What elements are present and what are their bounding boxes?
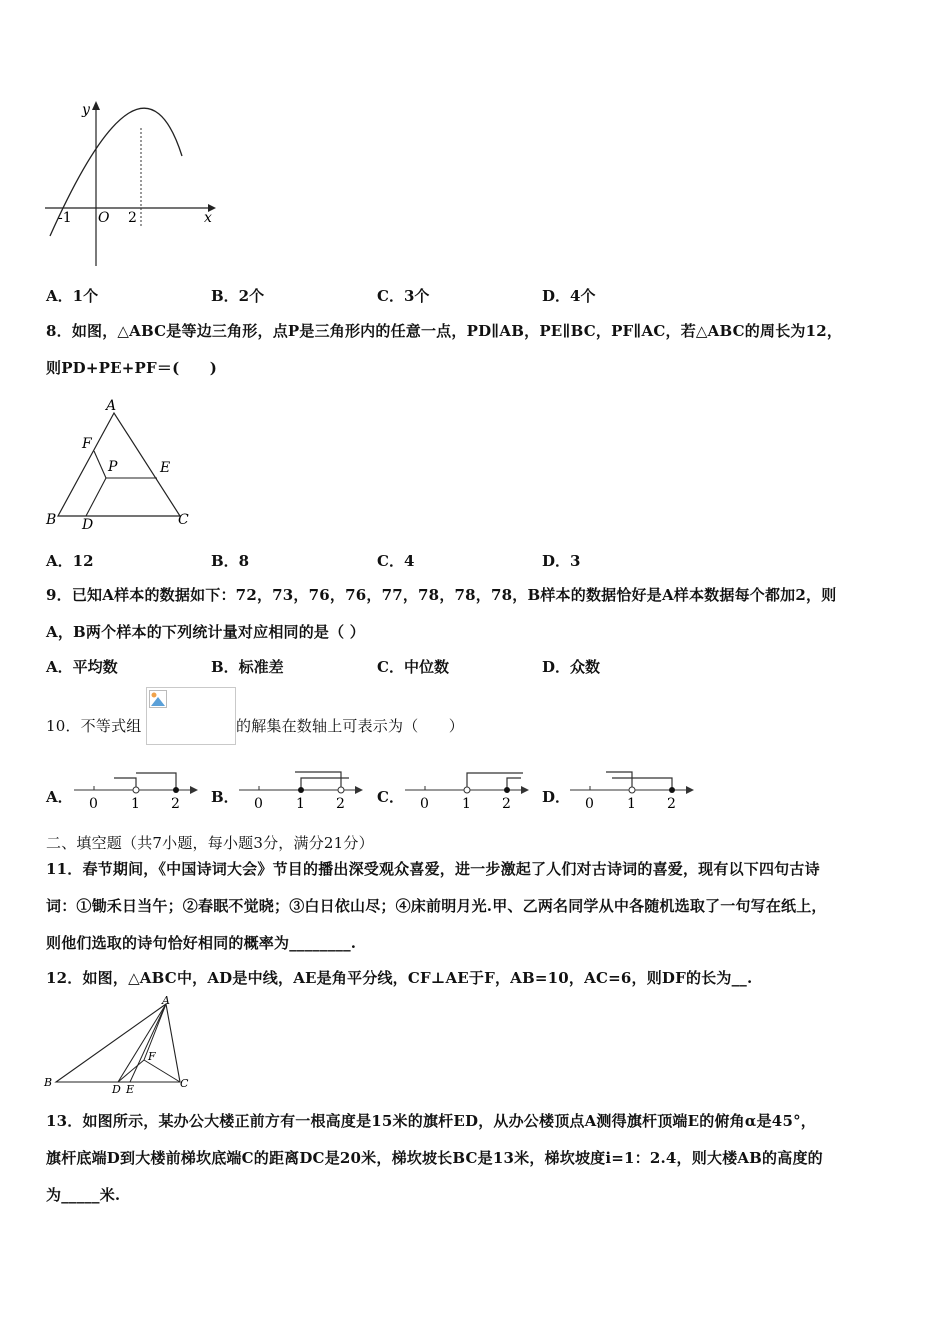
tick-1: 1 [296,796,305,812]
tick-1: 1 [627,796,636,812]
open-dot-1 [464,787,470,793]
median-ad [118,1004,166,1082]
q9-stem-line1: 9．已知A样本的数据如下：72，73，76，76，77，78，78，78，B样本的数据恰好是A样本数据每个都加2，则 [46,586,837,604]
solid-dot-2 [504,787,510,793]
y-axis-arrow [92,101,100,110]
q12-triangle-figure [44,996,194,1094]
q13-stem-line1: 13．如图所示，某办公大楼正前方有一根高度是15米的旗杆ED，从办公楼顶点A测得旗杆顶端E的俯角α是45°， [46,1112,816,1130]
tick-2: 2 [667,796,676,812]
tick-0: 0 [89,796,98,812]
tick-2: 2 [502,796,511,812]
q10-option-b-numberline [237,768,367,814]
q13-stem-line2: 旗杆底端D到大楼前梯坎底端C的距离DC是20米，梯坎坡长BC是13米，梯坎坡度i=1：2.4，则大楼AB的高度的 [46,1149,823,1167]
q8-stem-line1: 8．如图，△ABC是等边三角形，点P是三角形内的任意一点，PD∥AB，PE∥BC，PF∥AC，若△ABC的周长为12， [46,322,843,340]
tick-0: 0 [254,796,263,812]
open-dot-2 [338,787,344,793]
q10-option-d-numberline [568,768,698,814]
q11-stem-line3: 则他们选取的诗句恰好相同的概率为________. [46,934,357,952]
vertex-label-b: B [44,1076,53,1089]
vertex-label-c: C [180,1077,189,1090]
q13-stem-line3: 为_____米. [46,1186,121,1204]
open-dot-1 [629,787,635,793]
tick-label-neg1: -1 [58,210,72,226]
tick-0: 0 [585,796,594,812]
vertex-label-c: C [178,512,189,528]
q8-option-c: C．4 [377,552,415,570]
solid-dot-1 [298,787,304,793]
tick-label-2: 2 [128,210,137,226]
q8-stem-line2: 则PD+PE+PF＝( ) [46,359,218,377]
q10-option-a-numberline [72,768,202,814]
point-label-p: P [108,459,118,475]
q10-option-c-numberline [403,768,533,814]
ray-left-upper [606,772,632,790]
q7-option-d: D．4个 [542,287,596,305]
q11-stem-line2: 词：①锄禾日当午；②春眠不觉晓；③白日依山尽；④床前明月光.甲、乙两名同学从中各随机选取了一句写在纸上， [46,897,827,915]
tick-0: 0 [420,796,429,812]
q10-option-b-letter: B． [211,788,239,806]
point-label-f: F [82,436,92,452]
vertex-label-a: A [162,994,170,1007]
origin-label: O [98,210,110,226]
tick-1: 1 [131,796,140,812]
q7-option-c: C．3个 [377,287,430,305]
vertex-label-b: B [46,512,57,528]
segment-pd [86,478,106,516]
q9-option-a: A．平均数 [46,658,118,676]
perpendicular-cf [144,1060,180,1082]
tick-2: 2 [336,796,345,812]
ray-left-lower [612,778,672,790]
q10-stem-suffix: 的解集在数轴上可表示为（ ） [236,717,465,735]
point-label-d: D [112,1083,121,1096]
ray-left [114,778,136,790]
point-label-e: E [126,1083,135,1096]
point-label-f: F [148,1050,156,1063]
q8-option-d: D．3 [542,552,581,570]
q7-option-a: A．1个 [46,287,99,305]
q7-option-b: B．2个 [211,287,265,305]
ray-right [467,773,523,790]
q8-triangle-figure [44,396,194,534]
x-axis-label: x [204,210,212,226]
q9-option-b: B．标准差 [211,658,284,676]
q7-function-graph [40,98,220,270]
q9-stem-line2: A，B两个样本的下列统计量对应相同的是（ ） [46,623,365,641]
tick-1: 1 [462,796,471,812]
q11-stem-line1: 11．春节期间，《中国诗词大会》节目的播出深受观众喜爱，进一步激起了人们对古诗词的喜爱，现有以下四句古诗 [46,860,820,878]
solid-dot-2 [173,787,179,793]
section-heading-fill-in: 二、填空题（共7小题，每小题3分，满分21分） [46,834,374,852]
point-label-d: D [82,517,94,533]
segment-pf [94,451,106,478]
solid-dot-2 [669,787,675,793]
q8-option-b: B．8 [211,552,250,570]
q8-option-a: A．12 [46,552,94,570]
q9-option-d: D．众数 [542,658,601,676]
open-dot-1 [133,787,139,793]
ray-right [136,773,176,790]
inequality-system-image-placeholder [146,687,236,745]
q10-stem-prefix: 10．不等式组 [46,717,142,735]
broken-image-icon [149,690,167,708]
point-label-e: E [160,460,171,476]
tick-2: 2 [171,796,180,812]
y-axis-label: y [82,102,90,118]
q10-option-a-letter: A． [46,788,73,806]
q9-option-c: C．中位数 [377,658,449,676]
axis-arrow [190,786,198,794]
q10-option-d-letter: D． [542,788,571,806]
q10-option-c-letter: C． [377,788,404,806]
vertex-label-a: A [106,398,117,414]
q12-stem-line1: 12．如图，△ABC中，AD是中线，AE是角平分线，CF⊥AE于F，AB=10，AC=6，则DF的长为__. [46,969,753,987]
